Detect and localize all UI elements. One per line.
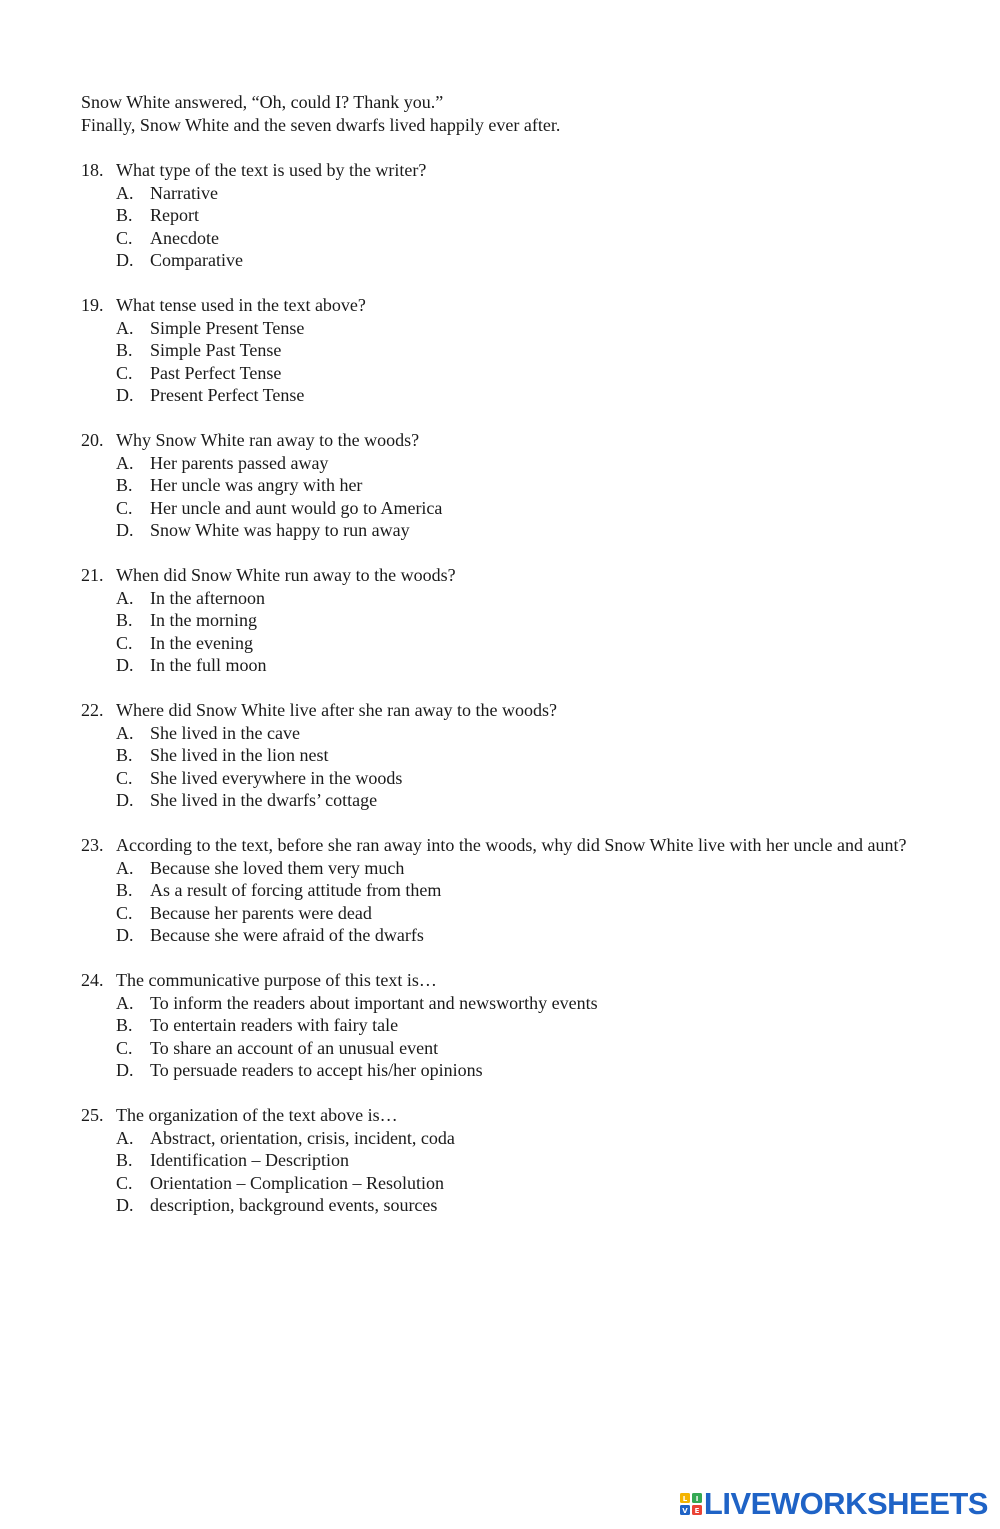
answer-option-d[interactable] <box>81 654 941 677</box>
option-text: Because she were afraid of the dwarfs <box>150 925 424 945</box>
option-text: To entertain readers with fairy tale <box>150 1015 399 1035</box>
question-20 <box>81 429 941 542</box>
answer-options <box>81 587 941 677</box>
brand-wordmark: LIVEWORKSHEETS <box>703 1486 988 1521</box>
question-number: 24. <box>81 970 104 990</box>
option-letter: A. <box>116 857 134 878</box>
option-letter: C. <box>116 497 133 518</box>
option-text: Present Perfect Tense <box>150 385 305 405</box>
question-text: When did Snow White run away to the woods? <box>116 565 456 585</box>
question-22 <box>81 699 941 812</box>
option-text: Anecdote <box>150 227 219 248</box>
option-text: She lived in the dwarfs’ cottage <box>150 790 378 810</box>
answer-options <box>81 1127 941 1217</box>
story-line: Snow White answered, “Oh, could I? Thank you.” <box>81 92 444 112</box>
option-text: Past Perfect Tense <box>150 362 282 383</box>
answer-option-b[interactable] <box>81 1014 941 1037</box>
question-number: 23. <box>81 835 104 855</box>
story-line: Finally, Snow White and the seven dwarfs lived happily ever after. <box>81 114 561 135</box>
answer-option-b[interactable] <box>81 1149 941 1172</box>
option-text: She lived everywhere in the woods <box>150 767 403 788</box>
option-letter: C. <box>116 632 133 653</box>
question-stem <box>81 834 941 857</box>
option-letter: C. <box>116 362 133 383</box>
option-text: Comparative <box>150 250 243 270</box>
option-letter: A. <box>116 317 134 338</box>
answer-options <box>81 452 941 542</box>
svg-text:I: I <box>695 1495 699 1503</box>
answer-option-a[interactable] <box>81 992 941 1015</box>
option-text: To share an account of an unusual event <box>150 1037 439 1058</box>
liveworksheets-brand <box>680 1487 988 1521</box>
option-text: Simple Past Tense <box>150 340 282 360</box>
question-text: According to the text, before she ran away into the woods, why did Snow White live with her uncle and aunt? <box>116 835 907 855</box>
option-text: Because she loved them very much <box>150 857 405 878</box>
option-letter: D. <box>116 925 134 945</box>
answer-option-c[interactable] <box>81 767 941 790</box>
question-25 <box>81 1104 941 1217</box>
answer-option-a[interactable] <box>81 722 941 745</box>
option-text: Abstract, orientation, crisis, incident, coda <box>150 1127 455 1148</box>
option-text: To persuade readers to accept his/her opinions <box>150 1060 483 1080</box>
option-letter: B. <box>116 610 133 630</box>
answer-option-b[interactable] <box>81 339 941 362</box>
question-text: The communicative purpose of this text is… <box>116 970 437 990</box>
question-23 <box>81 834 941 947</box>
option-text: description, background events, sources <box>150 1195 438 1215</box>
option-text: Because her parents were dead <box>150 902 372 923</box>
answer-option-b[interactable] <box>81 204 941 227</box>
option-text: In the morning <box>150 610 257 630</box>
option-text: In the afternoon <box>150 587 265 608</box>
option-letter: A. <box>116 722 134 743</box>
option-letter: B. <box>116 1150 133 1170</box>
option-letter: C. <box>116 1037 133 1058</box>
question-text: Where did Snow White live after she ran away to the woods? <box>116 700 558 720</box>
answer-options <box>81 992 941 1082</box>
option-letter: D. <box>116 385 134 405</box>
answer-option-c[interactable] <box>81 227 941 250</box>
answer-option-b[interactable] <box>81 609 941 632</box>
answer-option-a[interactable] <box>81 452 941 475</box>
answer-option-c[interactable] <box>81 362 941 385</box>
option-text: Her parents passed away <box>150 452 329 473</box>
option-letter: A. <box>116 182 134 203</box>
option-letter: A. <box>116 1127 134 1148</box>
svg-text:V: V <box>682 1507 688 1515</box>
option-letter: A. <box>116 587 134 608</box>
answer-option-a[interactable] <box>81 857 941 880</box>
answer-option-c[interactable] <box>81 1172 941 1195</box>
question-stem <box>81 699 941 722</box>
question-stem <box>81 429 941 452</box>
option-text: To inform the readers about important and newsworthy events <box>150 992 598 1013</box>
option-letter: B. <box>116 880 133 900</box>
option-letter: B. <box>116 745 133 765</box>
option-text: She lived in the cave <box>150 722 300 743</box>
answer-option-c[interactable] <box>81 902 941 925</box>
question-text: What type of the text is used by the writer? <box>116 160 427 180</box>
answer-option-c[interactable] <box>81 497 941 520</box>
option-text: Her uncle and aunt would go to America <box>150 497 443 518</box>
answer-options <box>81 317 941 407</box>
answer-option-a[interactable] <box>81 1127 941 1150</box>
option-text: Her uncle was angry with her <box>150 475 363 495</box>
option-letter: C. <box>116 1172 133 1193</box>
question-number: 18. <box>81 160 104 180</box>
answer-option-a[interactable] <box>81 587 941 610</box>
svg-text:L: L <box>682 1495 688 1503</box>
option-letter: D. <box>116 655 134 675</box>
option-text: Narrative <box>150 182 218 203</box>
question-number: 19. <box>81 295 104 315</box>
answer-option-d[interactable] <box>81 1059 941 1082</box>
question-stem <box>81 969 941 992</box>
question-number: 25. <box>81 1105 104 1125</box>
option-letter: A. <box>116 452 134 473</box>
liveworksheets-logo-icon <box>680 1493 702 1515</box>
option-text: Simple Present Tense <box>150 317 305 338</box>
option-text: In the full moon <box>150 655 267 675</box>
option-text: Identification – Description <box>150 1150 349 1170</box>
answer-option-d[interactable] <box>81 519 941 542</box>
answer-option-d[interactable] <box>81 249 941 272</box>
option-letter: B. <box>116 340 133 360</box>
option-text: Orientation – Complication – Resolution <box>150 1172 444 1193</box>
option-letter: D. <box>116 520 134 540</box>
option-letter: C. <box>116 227 133 248</box>
question-stem <box>81 564 941 587</box>
question-number: 20. <box>81 430 104 450</box>
option-letter: C. <box>116 767 133 788</box>
question-number: 22. <box>81 700 104 720</box>
question-19 <box>81 294 941 407</box>
answer-option-b[interactable] <box>81 879 941 902</box>
option-text: Snow White was happy to run away <box>150 520 410 540</box>
option-letter: B. <box>116 205 133 225</box>
option-letter: B. <box>116 1015 133 1035</box>
answer-option-d[interactable] <box>81 384 941 407</box>
option-letter: D. <box>116 250 134 270</box>
option-text: Report <box>150 205 199 225</box>
question-stem <box>81 1104 941 1127</box>
answer-option-a[interactable] <box>81 317 941 340</box>
answer-option-c[interactable] <box>81 632 941 655</box>
option-letter: A. <box>116 992 134 1013</box>
option-text: She lived in the lion nest <box>150 745 329 765</box>
answer-options <box>81 722 941 812</box>
question-list <box>81 159 941 1239</box>
question-stem <box>81 294 941 317</box>
answer-option-b[interactable] <box>81 474 941 497</box>
answer-option-d[interactable] <box>81 789 941 812</box>
answer-option-c[interactable] <box>81 1037 941 1060</box>
question-stem <box>81 159 941 182</box>
answer-options <box>81 182 941 272</box>
option-text: As a result of forcing attitude from them <box>150 880 442 900</box>
answer-option-d[interactable] <box>81 1194 941 1217</box>
option-letter: D. <box>116 1195 134 1215</box>
answer-option-d[interactable] <box>81 924 941 947</box>
story-ending <box>81 91 941 136</box>
option-letter: B. <box>116 475 133 495</box>
option-letter: D. <box>116 790 134 810</box>
question-text: What tense used in the text above? <box>116 295 366 315</box>
question-24 <box>81 969 941 1082</box>
answer-option-b[interactable] <box>81 744 941 767</box>
option-letter: D. <box>116 1060 134 1080</box>
question-text: Why Snow White ran away to the woods? <box>116 430 420 450</box>
answer-option-a[interactable] <box>81 182 941 205</box>
question-text: The organization of the text above is… <box>116 1105 398 1125</box>
question-number: 21. <box>81 565 104 585</box>
question-21 <box>81 564 941 677</box>
svg-text:E: E <box>694 1507 700 1515</box>
question-18 <box>81 159 941 272</box>
option-text: In the evening <box>150 632 253 653</box>
answer-options <box>81 857 941 947</box>
option-letter: C. <box>116 902 133 923</box>
